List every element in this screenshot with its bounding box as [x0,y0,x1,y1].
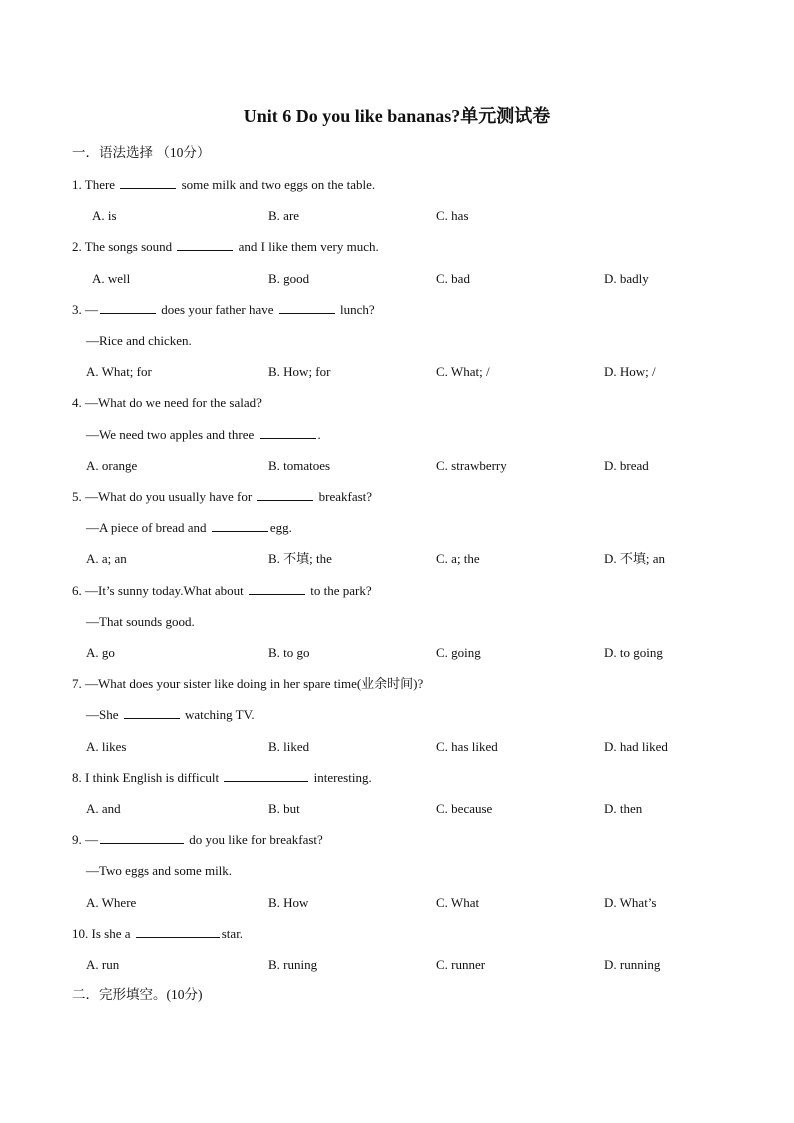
answer-option-a[interactable]: A. a; an [86,551,127,567]
question-stem [72,301,375,319]
answer-option-d[interactable]: D. to going [604,645,663,660]
question-dialogue-line [86,426,321,444]
question-stem [72,394,262,412]
answer-option-b[interactable]: B. to go [268,645,310,660]
question-text: some milk and two eggs on the table. [178,177,376,192]
answer-blank[interactable] [177,238,233,251]
question-text: and I like them very much. [235,239,379,255]
answer-option-c[interactable]: C. because [436,801,493,816]
question-text: does your father have [158,301,277,317]
answer-option-a[interactable]: A. Where [86,894,137,910]
answer-option-b[interactable]: B. are [268,208,300,224]
answer-option-c[interactable]: C. going [436,645,481,660]
answer-option-a[interactable]: A. go [86,645,115,660]
answer-option-a[interactable]: A. What; for [86,364,152,380]
answer-option-a[interactable]: A. likes [86,738,127,754]
answer-option-d[interactable]: D. had liked [604,738,668,754]
question-text: breakfast? [315,489,373,504]
section-heading-grammar: 一．语法选择 （10分） [72,145,211,160]
answer-option-b[interactable]: B. 不填; the [268,551,332,567]
question-text: lunch? [336,301,375,317]
question-dialogue-line [86,706,255,724]
question-text: . [317,426,321,442]
question-text: 10. Is she a [72,925,134,941]
answer-option-a[interactable]: A. orange [86,457,138,473]
question-text: —That sounds good. [86,613,195,629]
answer-blank[interactable] [124,706,180,719]
answer-option-d[interactable]: D. 不填; an [604,551,666,567]
answer-option-b[interactable]: B. runing [268,957,318,972]
question-stem [72,831,323,849]
question-text: do you like for breakfast? [186,832,323,848]
answer-blank[interactable] [100,831,184,844]
question-text: 3. — [72,301,98,317]
answer-option-d[interactable]: D. How; / [604,364,656,380]
answer-blank[interactable] [212,519,268,532]
question-dialogue-line [86,862,232,880]
question-text: 6. —It’s sunny today.What about [72,582,247,598]
answer-blank[interactable] [120,176,176,189]
answer-blank[interactable] [257,488,313,501]
answer-blank[interactable] [224,769,308,782]
answer-blank[interactable] [249,582,305,595]
question-text: 5. —What do you usually have for [72,489,256,504]
answer-option-a[interactable]: A. well [92,270,131,286]
question-dialogue-line [86,332,192,350]
question-text: egg. [269,520,292,536]
answer-option-d[interactable]: D. badly [604,270,649,286]
question-text: 8. I think English is difficult [72,769,223,785]
answer-option-c[interactable]: C. bad [436,270,470,286]
question-text: 4. —What do we need for the salad? [72,395,262,411]
page-title: Unit 6 Do you like bananas?单元测试卷 [243,106,551,126]
question-stem [72,582,372,600]
answer-option-b[interactable]: B. good [268,270,310,286]
answer-blank[interactable] [136,925,220,938]
question-text: to the park? [307,582,372,598]
answer-option-b[interactable]: B. How [268,894,309,910]
question-stem [72,488,372,506]
answer-option-c[interactable]: C. What; / [436,364,490,380]
answer-option-c[interactable]: C. What [436,894,480,910]
question-stem [72,238,379,256]
answer-option-a[interactable]: A. and [86,801,121,816]
answer-option-b[interactable]: B. tomatoes [268,457,331,473]
answer-blank[interactable] [100,301,156,314]
question-text: —A piece of bread and [86,520,210,536]
answer-option-d[interactable]: D. What’s [604,894,657,910]
question-text: 9. — [72,832,98,848]
question-text: —Rice and chicken. [86,333,192,348]
question-text: 7. —What does your sister like doing in her spare time(业余时间)? [72,676,424,692]
answer-blank[interactable] [279,301,335,314]
answer-option-c[interactable]: C. has [436,208,469,224]
question-text: interesting. [310,769,372,785]
answer-option-a[interactable]: A. is [92,208,117,224]
answer-option-a[interactable]: A. run [86,957,120,972]
answer-option-b[interactable]: B. How; for [268,364,331,380]
answer-option-d[interactable]: D. bread [604,457,649,473]
answer-option-c[interactable]: C. strawberry [436,457,507,473]
question-stem [72,925,243,943]
question-text: 2. The songs sound [72,239,176,255]
question-dialogue-line [86,519,292,537]
question-text: —Two eggs and some milk. [86,863,233,879]
question-stem [72,769,372,787]
answer-option-b[interactable]: B. liked [268,738,310,754]
answer-blank[interactable] [260,426,316,439]
question-text: —She [86,707,122,723]
question-stem [72,176,375,194]
question-stem [72,675,423,693]
section-heading-cloze: 二．完形填空。(10分) [72,987,203,1002]
answer-option-c[interactable]: C. has liked [436,738,498,754]
question-text: star. [221,925,244,941]
question-text: 1. There [72,177,119,192]
answer-option-b[interactable]: B. but [268,801,300,816]
question-text: —We need two apples and three [86,426,258,442]
answer-option-d[interactable]: D. then [604,801,643,816]
question-text: watching TV. [181,707,255,723]
answer-option-c[interactable]: C. runner [436,957,486,972]
question-dialogue-line [86,613,195,631]
answer-option-d[interactable]: D. running [604,957,661,972]
answer-option-c[interactable]: C. a; the [436,551,480,567]
